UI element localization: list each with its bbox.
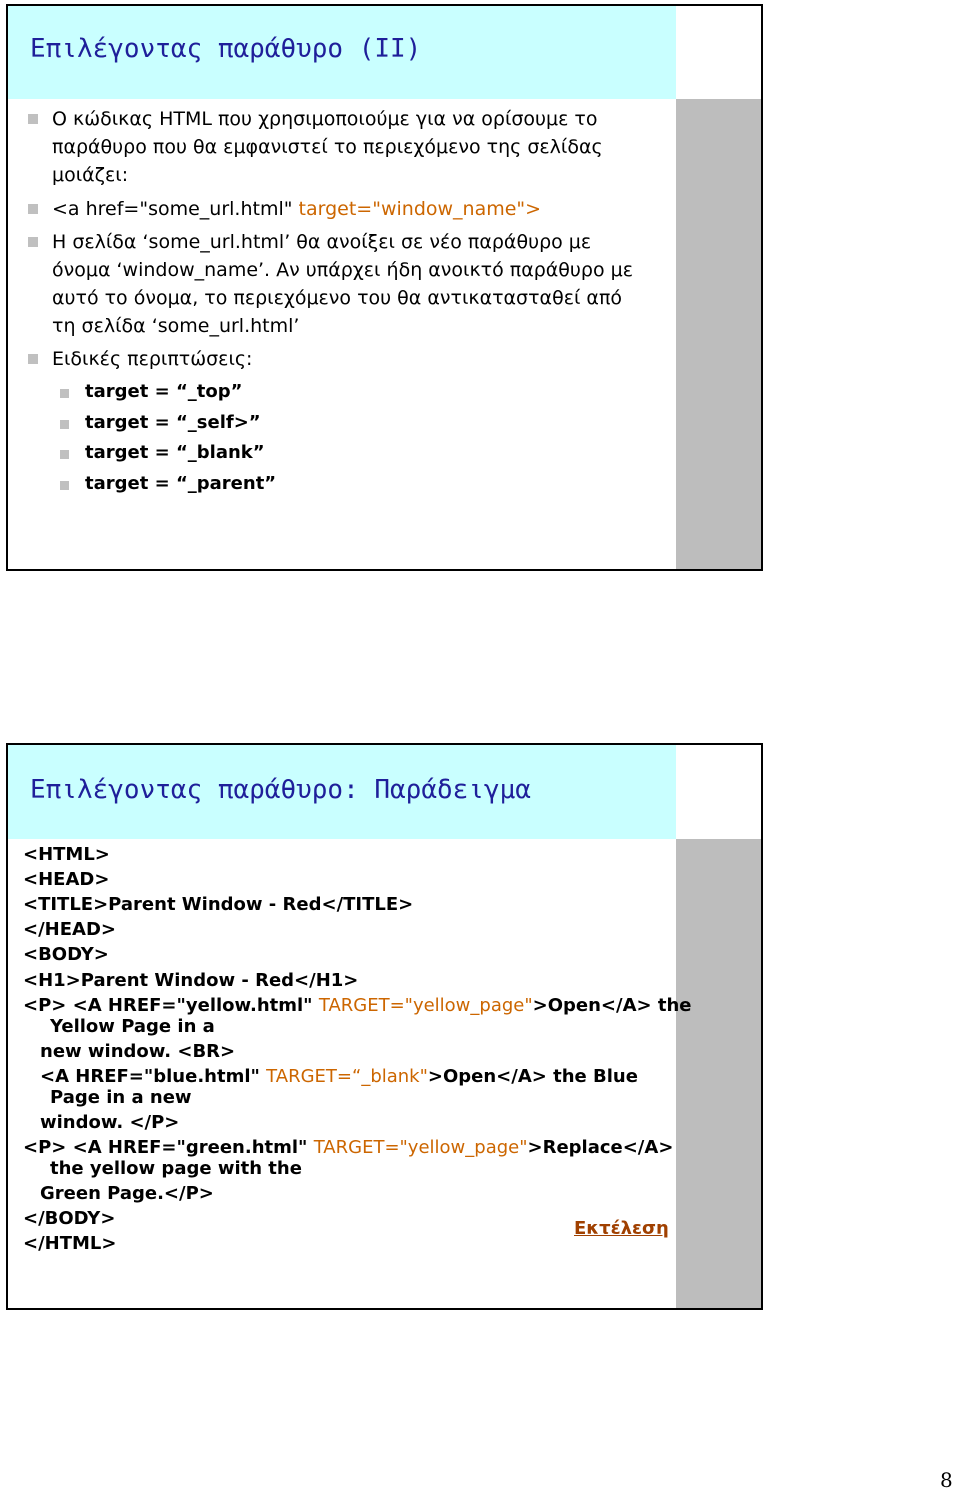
slide-title: Επιλέγοντας παράθυρο: Παράδειγμα [30, 775, 531, 805]
title-corner [676, 6, 763, 99]
bullet-line: παράθυρο που θα εμφανιστεί το περιεχόμενο της σελίδας [52, 136, 603, 158]
bullet-line: τη σελίδα ‘some_url.html’ [52, 315, 300, 337]
code-line: Page in a new [50, 1087, 192, 1108]
run-example-link[interactable]: Εκτέλεση [574, 1218, 669, 1239]
slide-title: Επιλέγοντας παράθυρο (ΙΙ) [30, 34, 422, 64]
code-segment: <A HREF="blue.html" [40, 1066, 267, 1087]
side-strip [676, 99, 763, 569]
bullet-line: μοιάζει: [52, 164, 129, 186]
bullet-square-icon [28, 354, 38, 364]
bullet-square-icon [28, 114, 38, 124]
code-line: Yellow Page in a [50, 1016, 215, 1037]
code-line: <BODY> [23, 944, 109, 965]
title-corner [676, 745, 763, 838]
target-option: target = “_blank” [85, 442, 265, 463]
code-segment: >Replace</A> [527, 1137, 674, 1158]
code-target: TARGET="yellow_page" [318, 995, 533, 1016]
code-target: TARGET="yellow_page" [313, 1137, 528, 1158]
slide-window-selection-example [6, 743, 763, 1310]
code-line: </HEAD> [23, 919, 116, 940]
code-target: TARGET=“_blank" [266, 1066, 428, 1087]
code-segment: <P> <A HREF="yellow.html" [23, 995, 319, 1016]
target-option: target = “_top” [85, 381, 243, 402]
slide-window-selection-2 [6, 4, 763, 571]
code-line: Green Page.</P> [40, 1183, 214, 1204]
code-line [23, 1137, 673, 1159]
bullet-square-icon [28, 204, 38, 214]
code-line: <H1>Parent Window - Red</H1> [23, 970, 359, 991]
code-line [40, 1066, 638, 1088]
target-option: target = “_self>” [85, 412, 261, 433]
code-segment: >Open</A> the Blue [427, 1066, 638, 1087]
side-strip [676, 839, 763, 1308]
sub-bullet-square-icon [60, 450, 69, 459]
sub-bullet-square-icon [60, 481, 69, 490]
code-target: target="window_name"> [298, 198, 542, 220]
code-segment: >Open</A> the [532, 995, 692, 1016]
code-href: <a href="some_url.html" [52, 198, 299, 220]
bullet-line: Ειδικές περιπτώσεις: [52, 348, 253, 370]
code-line: </HTML> [23, 1233, 117, 1254]
code-line: <HTML> [23, 844, 110, 865]
code-line: window. </P> [40, 1112, 180, 1133]
code-line: </BODY> [23, 1208, 116, 1229]
bullet-code-line [52, 196, 541, 223]
bullet-line: όνομα ‘window_name’. Αν υπάρχει ήδη ανοικτό παράθυρο με [52, 259, 634, 281]
code-line: the yellow page with the [50, 1158, 302, 1179]
code-line: <TITLE>Parent Window - Red</TITLE> [23, 894, 414, 915]
code-line [23, 995, 692, 1017]
bullet-square-icon [28, 237, 38, 247]
bullet-line: αυτό το όνομα, το περιεχόμενο του θα αντικατασταθεί από [52, 287, 623, 309]
target-option: target = “_parent” [85, 473, 277, 494]
bullet-line: Η σελίδα ‘some_url.html’ θα ανοίξει σε νέο παράθυρο με [52, 231, 592, 253]
code-segment: <P> <A HREF="green.html" [23, 1137, 314, 1158]
code-line: new window. <BR> [40, 1041, 236, 1062]
bullet-line: Ο κώδικας HTML που χρησιμοποιούμε για να ορίσουμε το [52, 108, 598, 130]
code-line: <HEAD> [23, 869, 110, 890]
page-number: 8 [940, 1468, 953, 1492]
sub-bullet-square-icon [60, 389, 69, 398]
sub-bullet-square-icon [60, 420, 69, 429]
